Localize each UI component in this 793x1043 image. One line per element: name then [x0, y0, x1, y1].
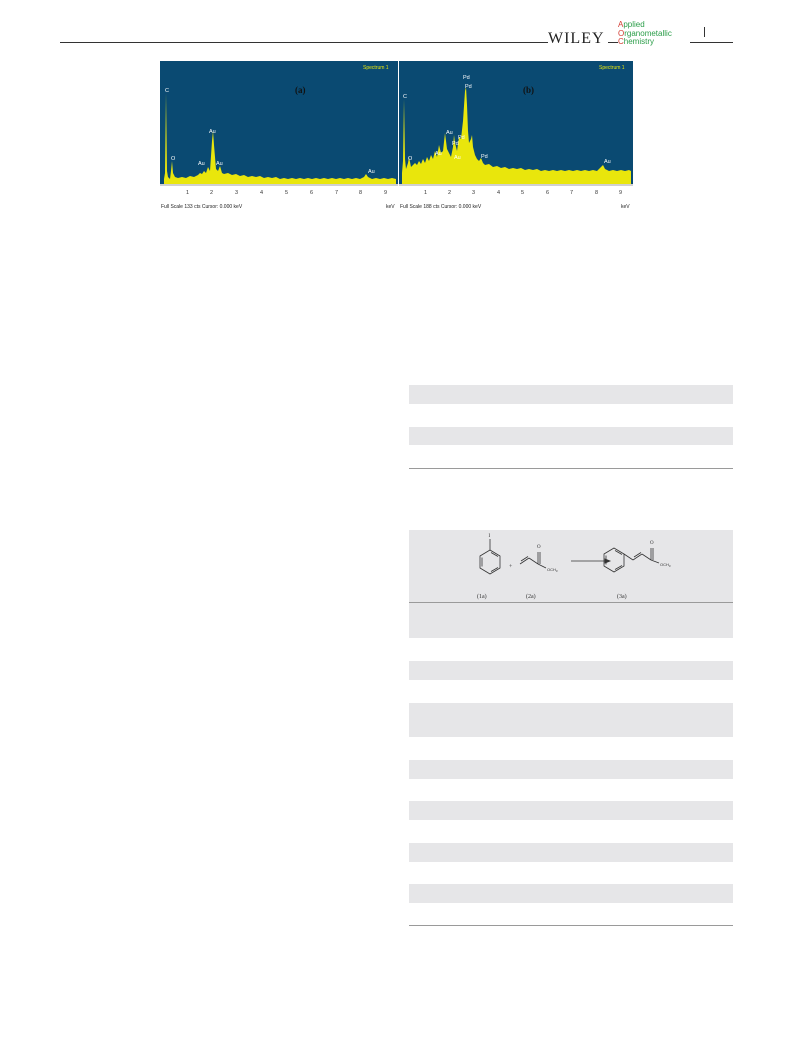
- plot-background: [160, 61, 398, 184]
- x-tick-label: 5: [521, 190, 525, 196]
- x-tick-label: 6: [546, 190, 550, 196]
- product-structure: [604, 548, 659, 572]
- x-tick-label: 7: [335, 190, 339, 196]
- header-rule-mid: [608, 42, 618, 43]
- x-tick-label: 1: [186, 190, 190, 196]
- table-2-row: [409, 703, 733, 737]
- x-tick-label: 8: [359, 190, 363, 196]
- x-tick-label: 3: [235, 190, 239, 196]
- spectrum-panel-a: [160, 61, 398, 211]
- x-tick-label: 8: [595, 190, 599, 196]
- peak-label-C: C: [403, 94, 407, 100]
- peak-label-Au: Au: [368, 169, 375, 175]
- page-number-marker: [704, 27, 705, 37]
- edx-spectra-figure: [160, 61, 633, 211]
- table-2-row: [409, 661, 733, 680]
- journal-logo: Applied Organometallic Chemistry: [618, 20, 672, 46]
- compound-label-2a: (2a): [526, 594, 536, 600]
- x-tick-label: 6: [310, 190, 314, 196]
- x-tick-label: 2: [210, 190, 214, 196]
- peak-label-Pd: Pd: [452, 141, 459, 147]
- x-tick-label: 3: [472, 190, 476, 196]
- table-1-row: [409, 427, 733, 445]
- table-2-row: [409, 843, 733, 862]
- x-tick-label: 4: [497, 190, 501, 196]
- header-rule-right: [690, 42, 733, 43]
- spectrum-panel-b: [399, 61, 633, 211]
- reaction-scheme-drawing: [409, 530, 733, 602]
- header-rule-left: [60, 42, 548, 43]
- table-1-bottom-rule: [409, 468, 733, 469]
- peak-label-O: O: [171, 156, 176, 162]
- peak-label-C: C: [165, 88, 169, 94]
- methoxy-group-label: $OCH_3$: [547, 567, 558, 573]
- table-2-row: [409, 760, 733, 779]
- table-2-bottom-rule: [409, 925, 733, 926]
- table-1-header: [409, 385, 733, 404]
- axis-unit-a: keV: [386, 204, 395, 210]
- reaction-scheme: [409, 530, 733, 602]
- panel-label-a: (a): [295, 85, 306, 95]
- iodobenzene-structure: [480, 539, 500, 574]
- carbonyl-oxygen-label: O: [650, 541, 654, 546]
- spectrum-title-b: Spectrum 1: [599, 65, 625, 71]
- peak-label-Au: Au: [198, 161, 205, 167]
- methoxy-group-label: $OCH_3$: [660, 562, 671, 568]
- x-tick-label: 9: [619, 190, 623, 196]
- compound-label-1a: (1a): [477, 594, 487, 600]
- peak-label-Pd: Pd: [465, 84, 472, 90]
- peak-label-Au: Au: [435, 151, 442, 157]
- plus-sign: +: [509, 564, 513, 570]
- x-tick-label: 9: [384, 190, 388, 196]
- x-tick-label: 7: [570, 190, 574, 196]
- spectrum-footer-b: Full Scale 188 cts Cursor: 0.000 keV: [400, 204, 482, 210]
- x-tick-label: 1: [424, 190, 428, 196]
- carbonyl-oxygen-label: O: [537, 545, 541, 550]
- peak-label-Au: Au: [216, 161, 223, 167]
- peak-label-Au: Au: [604, 159, 611, 165]
- peak-label-Pd: Pd: [458, 135, 465, 141]
- compound-label-3a: (3a): [617, 594, 627, 600]
- publisher-logo: WILEY: [548, 30, 605, 47]
- methyl-acrylate-structure: [520, 552, 546, 568]
- table-2-column-header: [409, 603, 733, 638]
- peak-label-Au: Au: [454, 155, 461, 161]
- x-tick-label: 5: [285, 190, 289, 196]
- peak-label-Au: Au: [209, 129, 216, 135]
- x-tick-label: 4: [260, 190, 264, 196]
- x-tick-label: 2: [448, 190, 452, 196]
- peak-label-Pd: Pd: [463, 75, 470, 81]
- peak-label-Pd: Pd: [481, 154, 488, 160]
- spectrum-title-a: Spectrum 1: [363, 65, 389, 71]
- panel-label-b: (b): [523, 85, 534, 95]
- table-2-row: [409, 884, 733, 903]
- peak-label-Au: Au: [446, 130, 453, 136]
- axis-unit-b: keV: [621, 204, 630, 210]
- table-2-row: [409, 801, 733, 820]
- spectrum-footer-a: Full Scale 133 cts Cursor: 0.000 keV: [161, 204, 243, 210]
- iodine-atom-label: I: [488, 534, 491, 539]
- peak-label-O: O: [408, 156, 413, 162]
